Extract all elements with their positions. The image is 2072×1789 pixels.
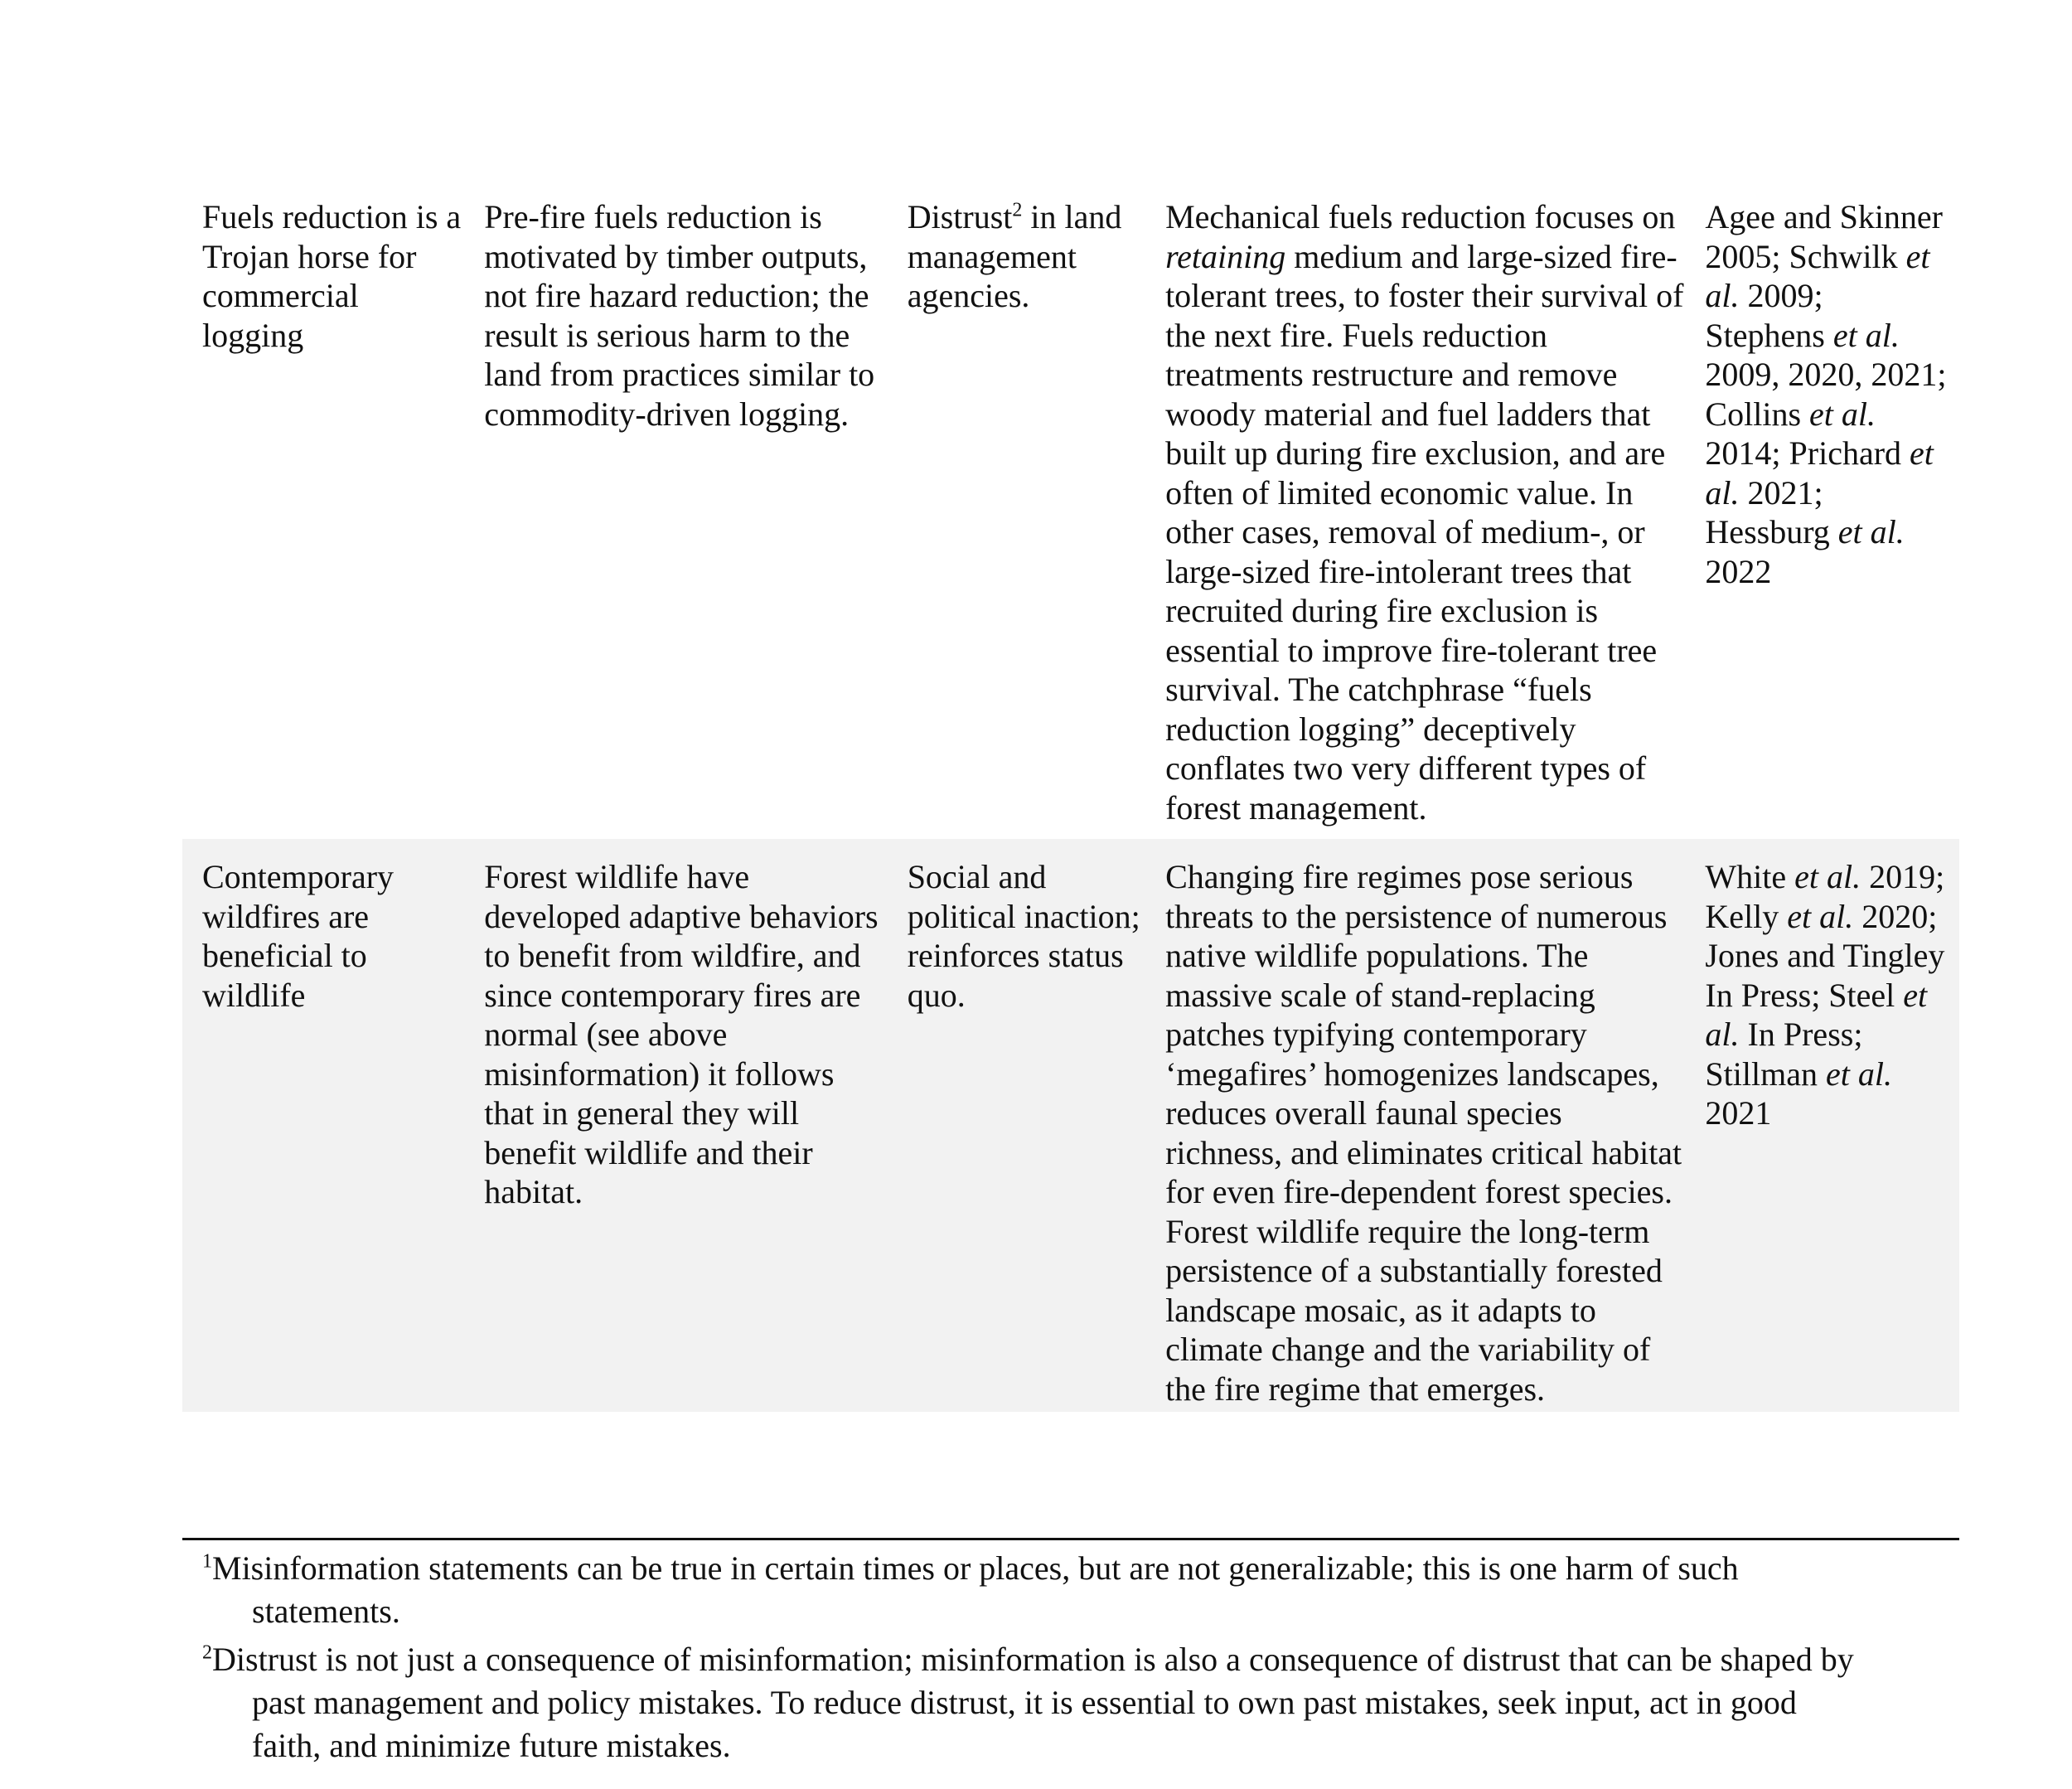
harm-text: Distrust	[907, 198, 1013, 235]
ref-emphasis: et al.	[1809, 395, 1876, 433]
ref-text: In Press; Stillman	[1705, 1016, 1863, 1093]
ref-text: 2019; Kelly	[1705, 858, 1945, 935]
footnote-text: Misinformation statements can be true in certain times or places, but are not generalizable; this is one harm of such statements.	[212, 1549, 1739, 1630]
misinformation-cell: Contemporary wildfires are beneficial to wildlife	[182, 839, 474, 1412]
evidence-text-cont: medium and large-sized fire-tolerant trees, to foster their survival of the next fire. Fuels reduction treatments restructure and remove woody material and fuel ladders that built up during fire exclusion, and are often of limited economic value. In other cases, removal of medium-, or large-sized fire-intolerant trees that recruited during fire exclusion is essential to improve fire-tolerant tree survival. The catchphrase “fuels reduction logging” deceptively conflates two very different types of forest management.	[1165, 237, 1684, 827]
ref-emphasis: et al.	[1705, 976, 1928, 1053]
footnote-2	[202, 1638, 1860, 1767]
evidence-cell: Changing fire regimes pose serious threats to the persistence of numerous native wildlife populations. The massive scale of stand-replacing patches typifying contemporary ‘megafires’ homogenizes landscapes, reduces overall faunal species richness, and eliminates critical habitat for even fire-dependent forest species. Forest wildlife require the long-term persistence of a substantially forested landscape mosaic, as it adapts to climate change and the variability of the fire regime that emerges.	[1155, 839, 1695, 1412]
footnote-mark: 2	[202, 1641, 212, 1664]
harm-cell: Social and political inaction; reinforces status quo.	[898, 839, 1155, 1412]
footnote-ref-2: 2	[1012, 199, 1023, 221]
ref-emphasis: et al.	[1705, 434, 1934, 511]
ref-text: 2009, 2020, 2021; Collins	[1705, 356, 1947, 433]
table-row	[182, 197, 1959, 839]
ref-text: 2020; Jones and Tingley In Press; Steel	[1705, 897, 1945, 1014]
table-bottom-rule	[182, 1538, 1959, 1540]
table-row	[182, 839, 1959, 1412]
harm-cell	[898, 197, 1155, 839]
misinformation-cell: Fuels reduction is a Trojan horse for commercial logging	[202, 198, 462, 354]
evidence-cell	[1155, 197, 1695, 839]
ref-emphasis: et al.	[1826, 1054, 1892, 1093]
misinformation-table	[182, 197, 1959, 1412]
evidence-text: Mechanical fuels reduction focuses on	[1165, 198, 1676, 235]
ref-emphasis: et al.	[1837, 513, 1905, 550]
ref-emphasis: et al.	[1787, 897, 1854, 935]
evidence-emphasis: retaining	[1165, 237, 1286, 275]
description-cell: Pre-fire fuels reduction is motivated by timber outputs, not fire hazard reduction; the result is serious harm to the land from practices similar to commodity-driven logging.	[484, 198, 875, 433]
footnote-1	[202, 1547, 1860, 1633]
harm-text-cont: in land management agencies.	[907, 198, 1122, 314]
ref-text: Agee and Skinner 2005; Schwilk	[1705, 198, 1944, 275]
references-cell	[1695, 197, 1959, 839]
footnote-text: Distrust is not just a consequence of misinformation; misinformation is also a consequence of distrust that can be shaped by past management and policy mistakes. To reduce distrust, it is essential to own past mistakes, seek input, act in good faith, and minimize future mistakes.	[212, 1641, 1854, 1764]
ref-emphasis: et al.	[1832, 316, 1900, 354]
footnote-mark: 1	[202, 1550, 212, 1573]
ref-text: White	[1705, 858, 1795, 895]
ref-text: 2021; Hessburg	[1705, 473, 1838, 550]
ref-text: 2009; Stephens	[1705, 277, 1833, 354]
ref-text: 2022	[1705, 552, 1772, 590]
ref-text: 2014; Prichard	[1705, 434, 1910, 472]
description-cell: Forest wildlife have developed adaptive behaviors to benefit from wildfire, and since contemporary fires are normal (see above misinformation) it follows that in general they will benefit wildlife and their habitat.	[474, 839, 897, 1412]
references-cell	[1695, 839, 1959, 1412]
ref-text: 2021	[1705, 1094, 1772, 1132]
footnotes	[202, 1547, 1860, 1772]
ref-emphasis: et al.	[1794, 858, 1861, 895]
ref-emphasis: et al.	[1705, 237, 1930, 314]
